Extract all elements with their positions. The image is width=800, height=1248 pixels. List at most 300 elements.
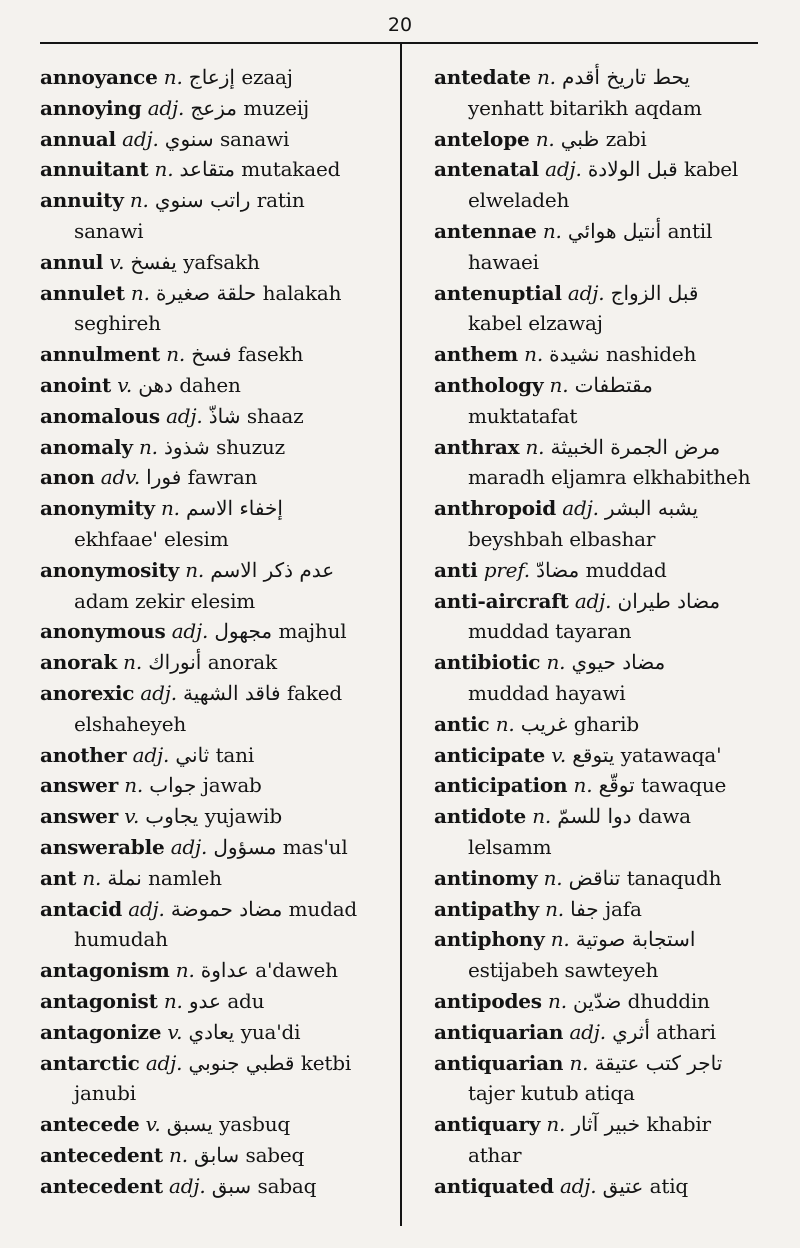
entry-line [40,124,392,155]
entry-continuation [40,586,392,617]
headword: annulet [40,280,125,305]
headword: anti-aircraft [434,588,569,613]
headword: another [40,742,127,767]
transliteration: sanawi [219,126,290,151]
transliteration: tawaque [641,773,727,798]
transliteration: maradh eljamra elkhabitheh [468,465,751,490]
entry-line [40,370,392,401]
entry-line [40,678,392,709]
entry-line [434,770,774,801]
arabic-translation: راتب سنوي [154,188,251,213]
headword: antiquarian [434,1019,564,1044]
entry-continuation [40,924,392,955]
arabic-translation: سبق [211,1173,252,1198]
part-of-speech: v. [551,742,567,767]
entry-line [434,1109,774,1140]
entry-line [40,1171,392,1202]
part-of-speech: adj. [166,403,203,428]
top-rule [40,42,758,44]
part-of-speech: adj. [128,896,165,921]
headword: antiquarian [434,1050,564,1075]
part-of-speech: adj. [132,742,170,767]
entry-line [434,894,774,925]
part-of-speech: n. [123,650,143,675]
part-of-speech: n. [82,865,102,890]
arabic-translation: يفسخ [130,249,177,274]
part-of-speech: v. [109,249,125,274]
headword: antipodes [434,988,542,1013]
entry-line [40,770,392,801]
headword: answerable [40,834,165,859]
transliteration: fawran [187,465,258,490]
entry-line [434,1048,774,1079]
entry-continuation [40,1078,392,1109]
headword: antic [434,711,490,736]
transliteration: estijabeh sawteyeh [468,958,659,983]
transliteration: majhul [278,619,347,644]
arabic-translation: غريب [520,711,568,736]
arabic-translation: شذوذ [163,434,210,459]
arabic-translation: أنوراك [148,650,202,675]
arabic-translation: مقتطفات [574,372,653,397]
entry-continuation [434,955,774,986]
part-of-speech: n. [569,1050,589,1075]
entry-line [40,740,392,771]
entry-line [434,555,774,586]
headword: antiquary [434,1112,541,1137]
part-of-speech: n. [124,773,144,798]
headword: anonymosity [40,557,180,582]
transliteration: zabi [605,126,647,151]
transliteration: halakah [262,280,342,305]
entry-line [434,493,774,524]
transliteration: yafsakh [183,249,260,274]
entry-line [40,247,392,278]
transliteration: sanawi [74,218,144,243]
transliteration: a'daweh [255,958,338,983]
entry-line [40,1109,392,1140]
arabic-translation: جفا [570,896,599,921]
arabic-translation: نشيدة [549,342,600,367]
entry-continuation [434,185,774,216]
entry-line [434,62,774,93]
part-of-speech: adj. [562,496,599,521]
arabic-translation: ثاني [175,742,210,767]
transliteration: elshaheyeh [74,711,187,736]
transliteration: ezaaj [241,65,293,89]
arabic-translation: نملة [107,865,142,890]
headword: annul [40,249,104,274]
transliteration: adam zekir elesim [74,588,256,613]
transliteration: seghireh [74,311,161,336]
part-of-speech: adj. [122,126,159,151]
arabic-translation: ضدّين [573,988,622,1013]
arabic-translation: توقّع [598,773,635,798]
entry-line [40,339,392,370]
headword: antibiotic [434,650,541,675]
entry-line [434,924,774,955]
part-of-speech: n. [546,1112,566,1137]
transliteration: mudad [288,896,358,921]
part-of-speech: n. [536,65,556,89]
entry-line [434,709,774,740]
headword: annuity [40,188,124,213]
part-of-speech: adj. [147,95,185,120]
transliteration: elweladeh [468,188,570,213]
headword: annoying [40,95,142,120]
transliteration: yujawib [204,804,282,829]
entry-line [434,370,774,401]
arabic-translation: عدو [188,988,221,1013]
arabic-translation: يسبق [166,1112,213,1137]
part-of-speech: n. [542,218,562,243]
headword: anoint [40,372,112,397]
transliteration: nashideh [605,342,697,367]
headword: anticipation [434,773,568,798]
headword: anomalous [40,403,160,428]
headword: anomaly [40,434,133,459]
entry-line [40,955,392,986]
entry-line [40,1017,392,1048]
headword: antelope [434,126,530,151]
entry-line [40,1140,392,1171]
entry-line [40,832,392,863]
part-of-speech: n. [545,896,564,921]
transliteration: sabeq [245,1142,305,1167]
entry-line [40,801,392,832]
part-of-speech: n. [161,496,180,521]
entry-continuation [434,524,774,555]
part-of-speech: n. [524,342,543,367]
part-of-speech: pref. [483,557,530,582]
transliteration: muddad tayaran [468,619,632,644]
column-divider [400,44,402,1226]
transliteration: anorak [207,650,277,675]
arabic-translation: حلقة صغيرة [155,280,257,305]
transliteration: dahen [179,372,241,397]
transliteration: antil [667,218,713,243]
headword: antecedent [40,1173,163,1198]
transliteration: muktatafat [468,403,578,428]
transliteration: yasbuq [219,1112,290,1137]
entry-line [40,62,392,93]
arabic-translation: ظبي [560,126,600,151]
transliteration: muddad hayawi [468,680,626,705]
entry-line [40,1048,392,1079]
part-of-speech: n. [548,988,567,1013]
arabic-translation: فسخ [191,342,232,367]
transliteration: kabel elzawaj [468,311,603,336]
part-of-speech: v. [124,804,140,829]
entry-continuation [40,524,392,555]
headword: antecede [40,1112,140,1137]
entry-continuation [40,216,392,247]
part-of-speech: adj. [169,1173,206,1198]
transliteration: tani [215,742,255,767]
part-of-speech: n. [129,188,149,213]
headword: anorak [40,650,117,675]
part-of-speech: n. [163,988,183,1013]
part-of-speech: n. [525,434,545,459]
entry-line [434,339,774,370]
entry-continuation [434,832,774,863]
headword: anti [434,557,478,582]
headword: annoyance [40,65,158,89]
arabic-translation: تناقض [568,865,621,890]
transliteration: shuzuz [216,434,285,459]
transliteration: sabaq [257,1173,317,1198]
entry-line [40,647,392,678]
arabic-translation: عتيق [602,1173,644,1198]
entry-line [434,432,774,463]
transliteration: dhuddin [627,988,710,1013]
part-of-speech: n. [130,280,150,305]
arabic-translation: يشبه البشر [604,496,699,521]
arabic-translation: قطبي جنوبي [188,1050,295,1075]
headword: anonymous [40,619,166,644]
transliteration: atiq [649,1173,689,1198]
part-of-speech: n. [495,711,515,736]
part-of-speech: n. [543,865,563,890]
headword: antagonize [40,1019,162,1044]
entry-line [40,894,392,925]
headword: annual [40,126,116,151]
entry-line [40,493,392,524]
entry-line [434,986,774,1017]
entry-line [40,555,392,586]
transliteration: lelsamm [468,834,552,859]
headword: annulment [40,342,161,367]
headword: antarctic [40,1050,140,1075]
transliteration: ratin [256,188,305,213]
arabic-translation: مسؤول [213,834,277,859]
arabic-translation: مضاد حيوي [571,650,666,675]
entry-line [40,154,392,185]
headword: anthem [434,342,518,367]
arabic-translation: مضاد طيران [617,588,721,613]
entry-line [434,586,774,617]
entry-continuation [434,1078,774,1109]
arabic-translation: دوا للسمّ [557,804,632,829]
transliteration: fasekh [237,342,304,367]
headword: antagonism [40,958,170,983]
part-of-speech: n. [532,804,552,829]
entry-line [40,185,392,216]
entry-continuation [434,616,774,647]
headword: anthropoid [434,496,557,521]
arabic-translation: مجهول [214,619,273,644]
entry-line [40,93,392,124]
transliteration: tajer kutub atiqa [468,1081,635,1106]
arabic-translation: مضاد حموضة [170,896,283,921]
arabic-translation: قبل الزواج [610,280,699,305]
part-of-speech: n. [573,773,593,798]
arabic-translation: متقاعد [179,157,235,182]
entry-line [434,740,774,771]
entry-line [40,401,392,432]
entry-continuation [434,308,774,339]
transliteration: kabel [684,157,739,182]
right-column [434,62,774,1201]
entry-line [40,462,392,493]
arabic-translation: أثري [612,1019,650,1044]
transliteration: muzeij [243,95,309,120]
headword: annuitant [40,157,149,182]
headword: antenatal [434,157,539,182]
part-of-speech: adv. [100,465,140,490]
transliteration: yatawaqa' [620,742,722,767]
entry-continuation [434,247,774,278]
transliteration: namleh [148,865,222,890]
part-of-speech: n. [185,557,205,582]
entry-continuation [434,93,774,124]
headword: antipathy [434,896,539,921]
transliteration: athari [656,1019,716,1044]
entry-continuation [40,709,392,740]
part-of-speech: v. [117,372,133,397]
part-of-speech: n. [535,126,555,151]
transliteration: shaaz [246,403,304,428]
part-of-speech: v. [167,1019,183,1044]
transliteration: jafa [605,896,642,921]
part-of-speech: adj. [170,834,208,859]
transliteration: ekhfaae' elesim [74,526,229,551]
headword: antedate [434,65,531,89]
headword: anonymity [40,496,155,521]
left-column [40,62,392,1201]
arabic-translation: شاذّ [208,403,241,428]
transliteration: janubi [74,1081,136,1106]
transliteration: jawab [202,773,262,798]
headword: antennae [434,218,537,243]
arabic-translation: إزعاج [188,65,235,89]
transliteration: faked [286,680,343,705]
transliteration: tanaqudh [626,865,722,890]
transliteration: yenhatt bitarikh aqdam [468,95,702,120]
arabic-translation: مضادّ [536,557,580,582]
headword: antidote [434,804,527,829]
entry-line [40,986,392,1017]
part-of-speech: adj. [171,619,209,644]
headword: answer [40,804,119,829]
part-of-speech: n. [169,1142,188,1167]
headword: antinomy [434,865,538,890]
entry-continuation [434,1140,774,1171]
part-of-speech: n. [166,342,186,367]
part-of-speech: adj. [569,1019,606,1044]
headword: anon [40,465,95,490]
arabic-translation: دهن [138,372,173,397]
arabic-translation: يحط تاريخ أقدم [561,65,690,89]
entry-line [434,863,774,894]
headword: antiphony [434,927,545,952]
headword: antenuptial [434,280,562,305]
part-of-speech: adj. [545,157,582,182]
arabic-translation: يتوقع [572,742,615,767]
arabic-translation: يجاوب [145,804,199,829]
transliteration: humudah [74,927,168,952]
arabic-translation: مزعج [190,95,237,120]
transliteration: khabir [646,1112,711,1137]
headword: anticipate [434,742,546,767]
entry-continuation [434,678,774,709]
part-of-speech: adj. [145,1050,183,1075]
transliteration: adu [227,988,265,1013]
arabic-translation: سابق [194,1142,240,1167]
part-of-speech: n. [175,958,195,983]
headword: antiquated [434,1173,554,1198]
entry-line [434,1171,774,1202]
arabic-translation: استجابة صوتية [575,927,696,952]
headword: antagonist [40,988,158,1013]
headword: anthology [434,372,544,397]
headword: answer [40,773,119,798]
entry-line [434,801,774,832]
arabic-translation: قبل الولادة [587,157,678,182]
transliteration: dawa [637,804,691,829]
headword: antecedent [40,1142,163,1167]
entry-line [40,432,392,463]
entry-line [434,154,774,185]
part-of-speech: adj. [559,1173,597,1198]
transliteration: beyshbah elbashar [468,526,656,551]
transliteration: athar [468,1142,522,1167]
arabic-translation: سنوي [164,126,214,151]
transliteration: ketbi [300,1050,352,1075]
entry-line [434,124,774,155]
arabic-translation: إخفاء الاسم [186,496,283,521]
entry-line [40,616,392,647]
transliteration: yua'di [240,1019,301,1044]
part-of-speech: n. [154,157,174,182]
part-of-speech: n. [546,650,566,675]
arabic-translation: عداوة [200,958,249,983]
arabic-translation: عدم ذكر الاسم [210,557,335,582]
arabic-translation: فورا [146,465,182,490]
transliteration: mutakaed [241,157,341,182]
part-of-speech: n. [549,372,569,397]
page-number: 20 [387,14,413,36]
transliteration: hawaei [468,249,539,274]
headword: antacid [40,896,123,921]
part-of-speech: adj. [567,280,605,305]
entry-line [434,216,774,247]
entry-continuation [40,308,392,339]
headword: anthrax [434,434,520,459]
part-of-speech: n. [138,434,158,459]
headword: ant [40,865,77,890]
arabic-translation: جواب [149,773,197,798]
arabic-translation: تاجر كتب عتيقة [594,1050,723,1075]
part-of-speech: adj. [140,680,177,705]
headword: anorexic [40,680,135,705]
transliteration: gharib [573,711,639,736]
arabic-translation: خبير آثار [571,1112,641,1137]
transliteration: mas'ul [282,834,348,859]
part-of-speech: v. [145,1112,161,1137]
entry-continuation [434,401,774,432]
part-of-speech: n. [550,927,570,952]
arabic-translation: فاقد الشهية [183,680,281,705]
arabic-translation: مرض الجمرة الخبيثة [550,434,721,459]
entry-line [434,1017,774,1048]
entry-line [434,647,774,678]
part-of-speech: n. [163,65,183,89]
entry-line [40,278,392,309]
arabic-translation: أنتيل هوائي [567,218,662,243]
entry-continuation [434,462,774,493]
entry-line [40,863,392,894]
